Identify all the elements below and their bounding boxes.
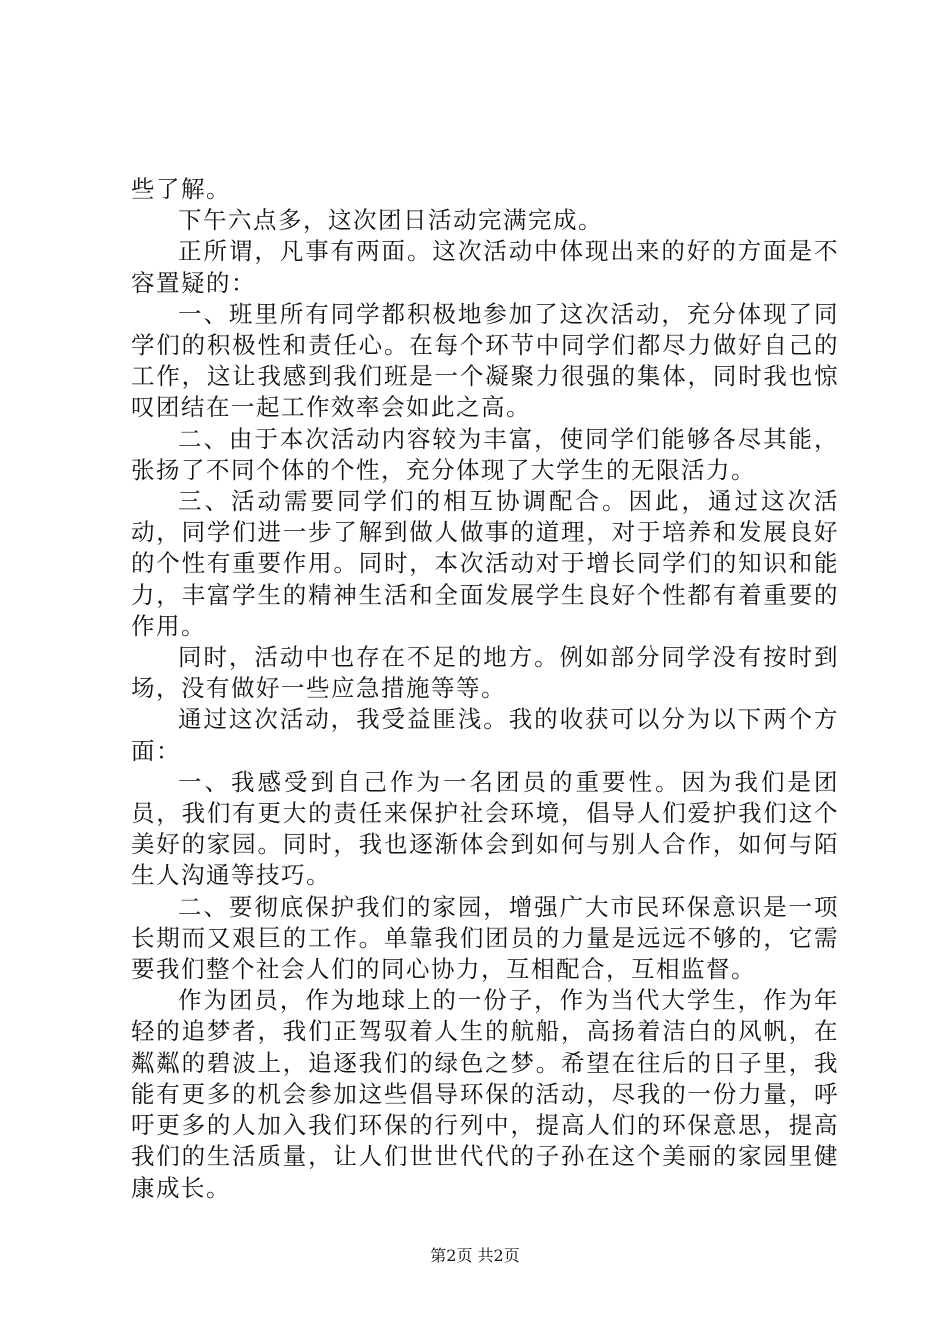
paragraph: 同时，活动中也存在不足的地方。例如部分同学没有按时到场，没有做好一些应急措施等等。 <box>131 643 839 703</box>
paragraph: 正所谓，凡事有两面。这次活动中体现出来的好的方面是不容置疑的： <box>131 237 839 297</box>
page-number-footer: 第2页 共2页 <box>430 1246 520 1265</box>
paragraph: 通过这次活动，我受益匪浅。我的收获可以分为以下两个方面： <box>131 705 839 765</box>
paragraph: 二、由于本次活动内容较为丰富，使同学们能够各尽其能，张扬了不同个体的个性，充分体现了大学生的无限活力。 <box>131 424 839 484</box>
paragraph-continuation: 些了解。 <box>131 175 231 203</box>
paragraph: 一、我感受到自己作为一名团员的重要性。因为我们是团员，我们有更大的责任来保护社会环境，倡导人们爱护我们这个美好的家园。同时，我也逐渐体会到如何与别人合作，如何与陌生人沟通等技巧。 <box>131 767 839 890</box>
paragraph: 作为团员，作为地球上的一份子，作为当代大学生，作为年轻的追梦者，我们正驾驭着人生的航船，高扬着洁白的风帆，在粼粼的碧波上，追逐我们的绿色之梦。希望在往后的日子里，我能有更多的机会参加这些倡导环保的活动，尽我的一份力量，呼吁更多的人加入我们环保的行列中，提高人们的环保意思，提高我们的生活质量，让人们世世代代的子孙在这个美丽的家园里健康成长。 <box>131 986 839 1202</box>
paragraph: 三、活动需要同学们的相互协调配合。因此，通过这次活动，同学们进一步了解到做人做事的道理，对于培养和发展良好的个性有重要作用。同时，本次活动对于增长同学们的知识和能力，丰富学生的精神生活和全面发展学生良好个性都有着重要的作用。 <box>131 487 839 640</box>
paragraph: 一、班里所有同学都积极地参加了这次活动，充分体现了同学们的积极性和责任心。在每个环节中同学们都尽力做好自己的工作，这让我感到我们班是一个凝聚力很强的集体，同时我也惊叹团结在一起工作效率会如此之高。 <box>131 299 839 422</box>
document-body <box>131 174 839 1204</box>
paragraph: 二、要彻底保护我们的家园，增强广大市民环保意识是一项长期而又艰巨的工作。单靠我们团员的力量是远远不够的，它需要我们整个社会人们的同心协力，互相配合，互相监督。 <box>131 892 839 984</box>
paragraph: 下午六点多，这次团日活动完满完成。 <box>178 206 603 235</box>
